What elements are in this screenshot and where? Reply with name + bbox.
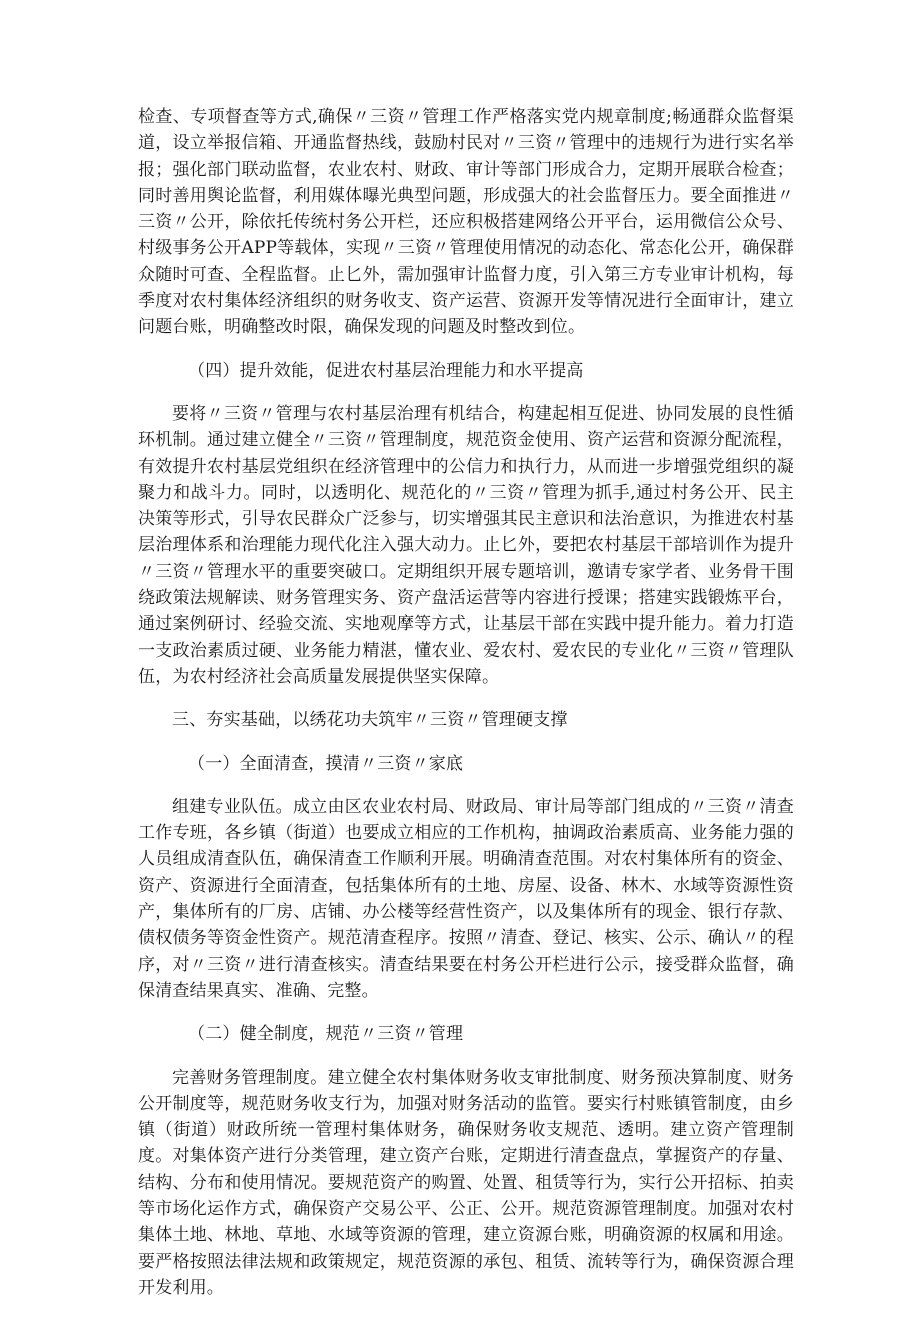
document-page: [138, 104, 794, 1318]
paragraph-inventory: 组建专业队伍。成立由区农业农村局、财政局、审计局等部门组成的〃三资〃清查工作专班，各乡镇（街道）也要成立相应的工作机构，抽调政治素质高、业务能力强的人员组成清查队伍，确保清查工作顺利开展。明确清查范围。对农村集体所有的资金、资产、资源进行全面清查，包括集体所有的土地、房屋、设备、林木、水域等资源性资产，集体所有的厂房、店铺、办公楼等经营性资产，以及集体所有的现金、银行存款、债权债务等资金性资产。规范清查程序。按照〃清查、登记、核实、公示、确认〃的程序，对〃三资〃进行清查核实。清查结果要在村务公开栏进行公示，接受群众监督，确保清查结果真实、准确、完整。: [138, 796, 794, 1001]
section-heading-3: 三、夯实基础，以绣花功夫筑牢〃三资〃管理硬支撑: [172, 710, 568, 731]
subheading-4: （四）提升效能，促进农村基层治理能力和水平提高: [188, 360, 584, 381]
paragraph-system: 完善财务管理制度。建立健全农村集体财务收支审批制度、财务预决算制度、财务公开制度等，规范财务收支行为，加强对财务活动的监管。要实行村账镇管制度，由乡镇（街道）财政所统一管理村集体财务，确保财务收支规范、透明。建立资产管理制度。对集体资产进行分类管理，建立资产台账，定期进行清查盘点，掌握资产的存量、结构、分布和使用情况。要规范资产的购置、处置、租赁等行为，实行公开招标、拍卖等市场化运作方式，确保资产交易公平、公正、公开。规范资源管理制度。加强对农村集体土地、林地、草地、水域等资源的管理，建立资源台账，明确资源的权属和用途。要严格按照法律法规和政策规定，规范资源的承包、租赁、流转等行为，确保资源合理开发利用。: [138, 1067, 794, 1298]
paragraph-supervision: 检查、专项督查等方式,确保〃三资〃管理工作严格落实党内规章制度;畅通群众监督渠道，设立举报信箱、开通监督热线，鼓励村民对〃三资〃管理中的违规行为进行实名举报；强化部门联动监督，农业农村、财政、审计等部门形成合力，定期开展联合检查；同时善用舆论监督，利用媒体曝光典型问题，形成强大的社会监督压力。要全面推进〃三资〃公开，除依托传统村务公开栏，还应积极搭建网络公开平台，运用微信公众号、村级事务公开APP等载体，实现〃三资〃管理使用情况的动态化、常态化公开，确保群众随时可查、全程监督。止匕外，需加强审计监督力度，引入第三方专业审计机构，每季度对农村集体经济组织的财务收支、资产运营、资源开发等情况进行全面审计，建立问题台账，明确整改时限，确保发现的问题及时整改到位。: [138, 107, 794, 338]
paragraph-efficiency: 要将〃三资〃管理与农村基层治理有机结合，构建起相互促进、协同发展的良性循环机制。通过建立健全〃三资〃管理制度，规范资金使用、资产运营和资源分配流程，有效提升农村基层党组织在经济管理中的公信力和执行力，从而进一步增强党组织的凝聚力和战斗力。同时，以透明化、规范化的〃三资〃管理为抓手,通过村务公开、民主决策等形式，引导农民群众广泛参与，切实增强其民主意识和法治意识，为推进农村基层治理体系和治理能力现代化注入强大动力。止匕外，要把农村基层干部培训作为提升〃三资〃管理水平的重要突破口。定期组织开展专题培训，邀请专家学者、业务骨干围绕政策法规解读、财务管理实务、资产盘活运营等内容进行授课；搭建实践锻炼平台，通过案例研讨、经验交流、实地观摩等方式，让基层干部在实践中提升能力。着力打造一支政治素质过硬、业务能力精湛，懂农业、爱农村、爱农民的专业化〃三资〃管理队伍，为农村经济社会高质量发展提供坚实保障。: [138, 403, 794, 687]
subheading-1: （一）全面清查，摸清〃三资〃家底: [188, 753, 464, 774]
subheading-2: （二）健全制度，规范〃三资〃管理: [188, 1024, 464, 1045]
